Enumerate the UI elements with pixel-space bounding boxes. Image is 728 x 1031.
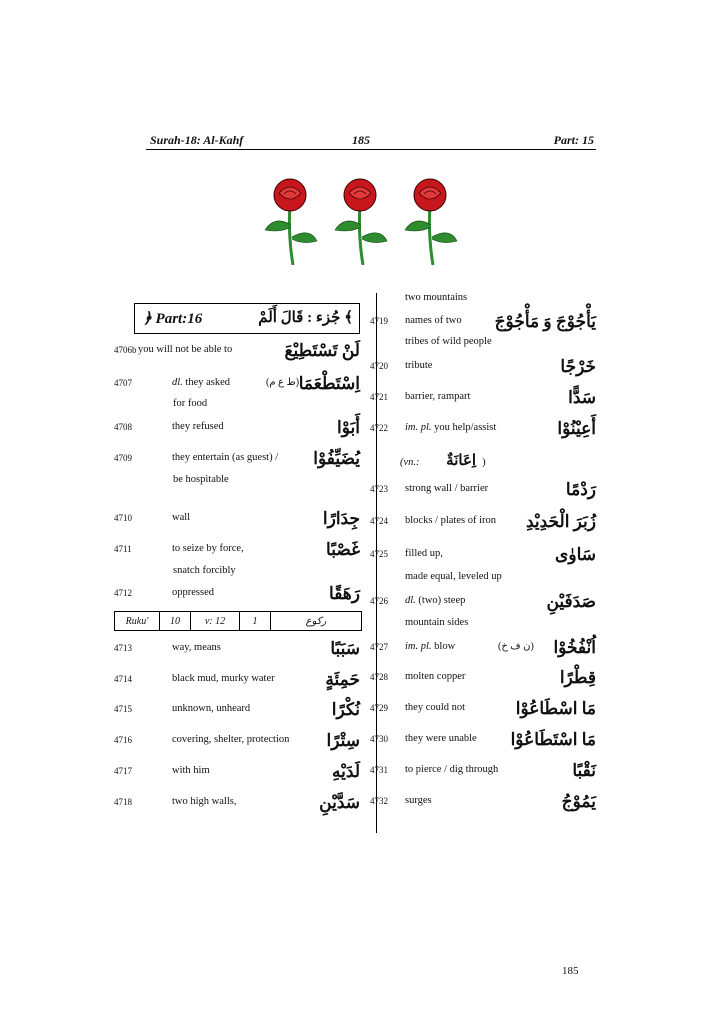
- entry-english: strong wall / barrier: [405, 483, 489, 494]
- grammar-tag: dl.: [172, 377, 183, 388]
- rose-icon: [265, 179, 317, 265]
- entry-row: [114, 509, 360, 529]
- entry-arabic: لَدَيْهِ: [332, 762, 360, 781]
- entry-english: they could not: [405, 702, 466, 713]
- entry-continuation: tribes of wild people: [405, 336, 492, 347]
- entry-english: tribute: [405, 360, 433, 371]
- part-number: Part:16: [155, 311, 203, 327]
- entry-number: 4729: [370, 703, 388, 713]
- entry-english: barrier, rampart: [405, 391, 471, 402]
- entry-row: [370, 480, 596, 500]
- entry-arabic: سِتْرًا: [326, 731, 360, 750]
- entry-arabic: حَمِئَةٍ: [325, 670, 360, 689]
- entry-number: 4719: [370, 316, 388, 326]
- entry-english: blow: [434, 641, 456, 652]
- ruku-count: 1: [240, 612, 271, 630]
- entry-arabic: رَهَقًا: [329, 584, 360, 603]
- entry-row: [114, 793, 360, 813]
- entry-english: they entertain (as guest) /: [172, 452, 279, 463]
- entry-english: you help/assist: [434, 422, 497, 433]
- entry-english: two high walls,: [172, 796, 237, 807]
- entry-arabic: سَاوٰى: [555, 545, 596, 564]
- entry-number: 4709: [114, 453, 132, 463]
- entry-arabic: يُضَيِّفُوْا: [313, 449, 360, 468]
- entry-arabic: أَعِيْنُوْا: [557, 419, 596, 438]
- footer-page-number: 185: [562, 965, 579, 977]
- entry-row: [370, 419, 596, 439]
- entry-english: they asked: [185, 377, 231, 388]
- bracket-right: ﴾: [344, 310, 353, 326]
- entry-number: 4721: [370, 392, 388, 402]
- verbal-noun-line: [400, 451, 486, 470]
- entry-row: [370, 668, 596, 688]
- entry-continuation: made equal, leveled up: [405, 571, 502, 582]
- entry-arabic: جِدَارًا: [322, 509, 360, 528]
- entry-row: [370, 357, 596, 377]
- entry-arabic: قِطْرًا: [559, 668, 596, 687]
- entry-continuation: for food: [173, 398, 208, 409]
- entry-number: 4727: [370, 642, 388, 652]
- entry-english-wrap: [405, 641, 455, 652]
- entry-english: blocks / plates of iron: [405, 515, 496, 526]
- part-box-arabic: [258, 308, 353, 327]
- entry-arabic: رَدْمًا: [565, 480, 596, 499]
- entry-number: 4720: [370, 361, 388, 371]
- entry-row: [114, 584, 360, 604]
- entry-arabic: أَبَوْا: [337, 418, 360, 437]
- entry-english: black mud, murky water: [172, 673, 275, 684]
- entry-english: names of two: [405, 315, 462, 326]
- ruku-number: 10: [160, 612, 191, 630]
- entry-row: [114, 374, 360, 394]
- entry-number: 4725: [370, 549, 388, 559]
- entry-number: 4726: [370, 596, 388, 606]
- entry-english: covering, shelter, protection: [172, 734, 290, 745]
- entry-arabic: زُبَرَ الْحَدِيْدِ: [525, 512, 596, 531]
- entry-english: molten copper: [405, 671, 466, 682]
- entry-english: (two) steep: [418, 595, 466, 606]
- entry-row: [370, 761, 596, 781]
- entry-arabic: خَرْجًا: [560, 357, 596, 376]
- grammar-tag: im. pl.: [405, 641, 432, 652]
- entry-number: 4732: [370, 796, 388, 806]
- entry-arabic: غَصْبًا: [326, 540, 360, 559]
- entry-number: 4718: [114, 797, 132, 807]
- entry-row: [114, 540, 360, 560]
- entry-arabic: سَدًّا: [568, 388, 596, 407]
- entry-english: they refused: [172, 421, 224, 432]
- part-arabic-title: جُزء : قَالَ أَلَمْ: [258, 310, 341, 326]
- ruku-verse: v: 12: [191, 612, 240, 630]
- entry-row: [370, 512, 596, 532]
- entry-continuation: be hospitable: [173, 474, 229, 485]
- entry-english: way, means: [172, 642, 221, 653]
- grammar-tag: im. pl.: [405, 422, 432, 433]
- entry-arabic: مَا اسْتَطَاعُوْا: [510, 730, 596, 749]
- entry-row: [370, 545, 596, 565]
- entry-number: 4724: [370, 516, 388, 526]
- entry-arabic: يَأْجُوْجَ وَ مَأْجُوْجَ: [494, 312, 596, 331]
- entry-arabic: صَدَفَيْنِ: [546, 592, 596, 611]
- entry-row: [370, 699, 596, 719]
- entry-row: [114, 731, 360, 751]
- ruku-arabic: رکوع: [305, 615, 327, 627]
- header-page-number: 185: [352, 133, 370, 147]
- entry-english: they were unable: [405, 733, 477, 744]
- entry-row: [114, 762, 360, 782]
- entry-pre-line: two mountains: [405, 292, 468, 303]
- entry-row: [114, 700, 360, 720]
- entry-english-wrap: [405, 422, 496, 433]
- entry-number: 4716: [114, 735, 132, 745]
- entry-english-wrap: [172, 377, 230, 388]
- entry-english: to pierce / dig through: [405, 764, 499, 775]
- root-note: (ط ع م): [266, 377, 300, 388]
- entry-arabic: اُنْفُخُوْا: [553, 638, 596, 657]
- entry-row: [370, 730, 596, 750]
- rose-icon: [335, 179, 387, 265]
- part-box-label: [143, 309, 202, 328]
- entry-row: [114, 341, 360, 361]
- part-box: [134, 303, 360, 334]
- entry-arabic: سَبَبًا: [330, 639, 360, 658]
- ruku-label: Ruku': [115, 612, 160, 630]
- roses-illustration: [255, 175, 470, 265]
- entry-number: 4708: [114, 422, 132, 432]
- entry-number: 4728: [370, 672, 388, 682]
- entry-number: 4706b: [114, 345, 137, 355]
- verbal-noun-arabic: اِعَانَةٌ: [446, 453, 477, 469]
- rose-icon: [405, 179, 457, 265]
- entry-number: 4713: [114, 643, 132, 653]
- entry-english: oppressed: [172, 587, 214, 598]
- entry-english: filled up,: [405, 548, 443, 559]
- bracket-left: ﴿: [143, 311, 152, 327]
- entry-row: [114, 418, 360, 438]
- entry-number: 4730: [370, 734, 388, 744]
- entry-arabic: يَمُوْجُ: [561, 792, 596, 811]
- entry-number: 4715: [114, 704, 132, 714]
- ruku-bar: [114, 611, 362, 631]
- entry-english: you will not be able to: [138, 344, 233, 355]
- entry-arabic: سَدَّيْنِ: [319, 793, 360, 812]
- grammar-tag: dl.: [405, 595, 416, 606]
- entry-row: [114, 639, 360, 659]
- entry-english: wall: [172, 512, 191, 523]
- entry-row: [370, 388, 596, 408]
- entry-number: 4731: [370, 765, 388, 775]
- entry-arabic: لَنْ تَسْتَطِيْعَ: [284, 341, 360, 360]
- paren-close: ): [482, 457, 486, 468]
- grammar-tag: (vn.:: [400, 457, 420, 468]
- entry-english-wrap: [405, 595, 465, 606]
- entry-arabic: مَا اسْطَاعُوْا: [515, 699, 596, 718]
- entry-english: with him: [172, 765, 210, 776]
- entry-row: [370, 592, 596, 612]
- entry-row: [370, 638, 596, 658]
- entry-number: 4722: [370, 423, 388, 433]
- entry-arabic: نُكْرًا: [331, 700, 360, 719]
- entry-continuation: snatch forcibly: [173, 565, 236, 576]
- entry-number: 4717: [114, 766, 132, 776]
- root-note: (ن ف خ): [498, 641, 534, 652]
- entry-row: [114, 449, 360, 469]
- entry-continuation: mountain sides: [405, 617, 469, 628]
- entry-row: [114, 670, 360, 690]
- entry-number: 4707: [114, 378, 132, 388]
- entry-row: [370, 792, 596, 812]
- part-label: Part: 15: [553, 133, 594, 147]
- entry-arabic: اِسْتَطْعَمَا: [298, 374, 360, 393]
- entry-number: 4723: [370, 484, 388, 494]
- page-header: [146, 133, 596, 150]
- entry-row: [370, 312, 596, 332]
- entry-arabic: نَقْبًا: [572, 761, 596, 780]
- entry-english: to seize by force,: [172, 543, 244, 554]
- entry-number: 4711: [114, 544, 132, 554]
- entry-number: 4714: [114, 674, 132, 684]
- entry-number: 4712: [114, 588, 132, 598]
- entry-number: 4710: [114, 513, 132, 523]
- entry-english: surges: [405, 795, 432, 806]
- surah-title: Surah-18: Al-Kahf: [150, 133, 244, 147]
- entry-english: unknown, unheard: [172, 703, 251, 714]
